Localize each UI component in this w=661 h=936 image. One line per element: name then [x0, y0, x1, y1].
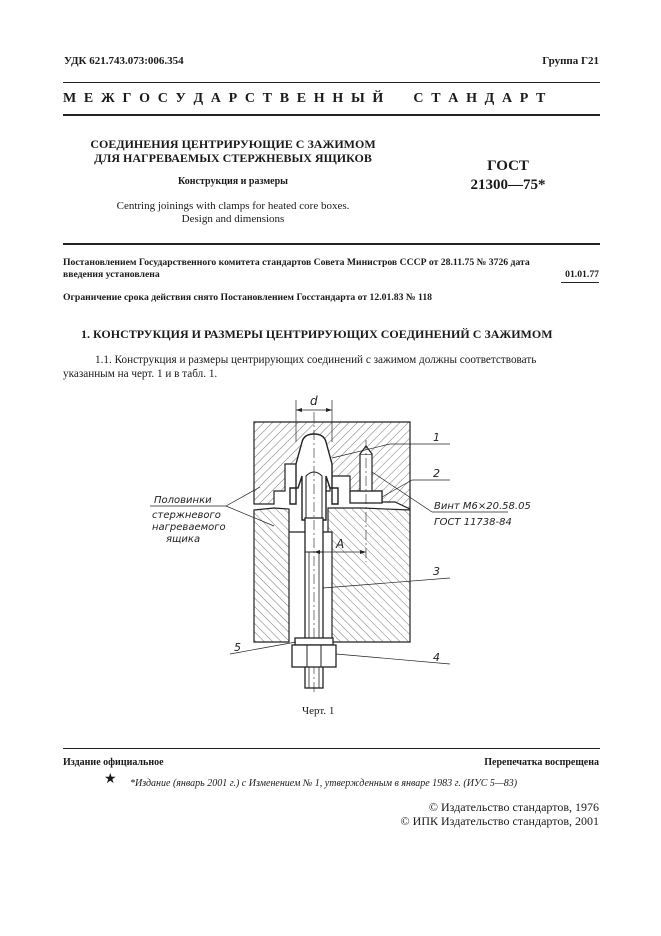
lower-box-half	[254, 508, 410, 642]
halves-label-2: стержневого	[152, 510, 221, 521]
callout-1: 1	[433, 431, 440, 444]
screw-spec-2: ГОСТ 11738-84	[434, 517, 512, 528]
top-rule	[63, 82, 600, 83]
paragraph-line-2: указанным на черт. 1 и в табл. 1.	[63, 368, 218, 380]
halves-label-1: Половинки	[154, 495, 212, 506]
gost-number: 21300—75*	[470, 177, 546, 193]
halves-label-4: ящика	[166, 534, 201, 545]
restriction-text: Ограничение срока действия снято Постановлением Госстандарта от 12.01.83 № 118	[63, 292, 433, 303]
official-edition: Издание официальное	[63, 757, 164, 768]
gost-label: ГОСТ	[487, 158, 529, 174]
technical-drawing	[150, 392, 531, 692]
dim-a-label: A	[336, 537, 345, 551]
screw-spec-1: Винт М6×20.58.05	[434, 501, 531, 512]
nut	[292, 645, 336, 667]
section-heading: 1. КОНСТРУКЦИЯ И РАЗМЕРЫ ЦЕНТРИРУЮЩИХ СОЕДИНЕНИЙ С ЗАЖИМОМ	[81, 327, 553, 341]
washer	[295, 638, 333, 645]
callout-2: 2	[433, 467, 440, 480]
decree-date: 01.01.77	[565, 269, 599, 280]
star-mark: ★	[104, 771, 117, 787]
gost-block	[458, 157, 558, 195]
title-rule	[63, 243, 600, 245]
footer-rule	[63, 748, 600, 749]
copyright-1: © Издательство стандартов, 1976	[428, 800, 599, 814]
paragraph-line-1: 1.1. Конструкция и размеры центрирующих соединений с зажимом должны соответствовать	[95, 354, 537, 366]
english-line-1: Centring joinings with clamps for heated core boxes.	[116, 200, 350, 212]
english-title	[63, 200, 403, 226]
dim-d-label: d	[310, 394, 318, 408]
top-rule-2	[63, 114, 600, 116]
title-line-1: СОЕДИНЕНИЯ ЦЕНТРИРУЮЩИЕ С ЗАЖИМОМ	[90, 137, 376, 151]
copyright-2: © ИПК Издательство стандартов, 2001	[400, 814, 599, 828]
udk-code: УДК 621.743.073:006.354	[64, 55, 184, 67]
edition-note: *Издание (январь 2001 г.) с Изменением № 1, утвержденным в январе 1983 г. (ИУС 5—83)	[130, 778, 518, 789]
doc-title	[63, 137, 403, 165]
callout-4: 4	[433, 651, 440, 664]
halves-label-3: нагреваемого	[152, 522, 226, 533]
date-underline	[561, 282, 599, 283]
decree-line-1: Постановлением Государственного комитета стандартов Совета Министров СССР от 28.11.75 № 3726 дата	[63, 257, 530, 268]
callout-5: 5	[234, 641, 241, 654]
standard-type: М Е Ж Г О С У Д А Р С Т В Е Н Н Ы Й С Т А Н Д А Р Т	[63, 91, 548, 106]
decree-line-2: введения установлена	[63, 269, 160, 280]
group-code: Группа Г21	[542, 55, 599, 67]
drawing-caption: Черт. 1	[302, 705, 335, 717]
decree-text	[63, 257, 600, 281]
reprint-notice: Перепечатка воспрещена	[484, 757, 599, 768]
callout-3: 3	[433, 565, 440, 578]
doc-subtitle: Конструкция и размеры	[178, 176, 288, 187]
english-line-2: Design and dimensions	[181, 213, 285, 225]
title-line-2: ДЛЯ НАГРЕВАЕМЫХ СТЕРЖНЕВЫХ ЯЩИКОВ	[94, 151, 372, 165]
